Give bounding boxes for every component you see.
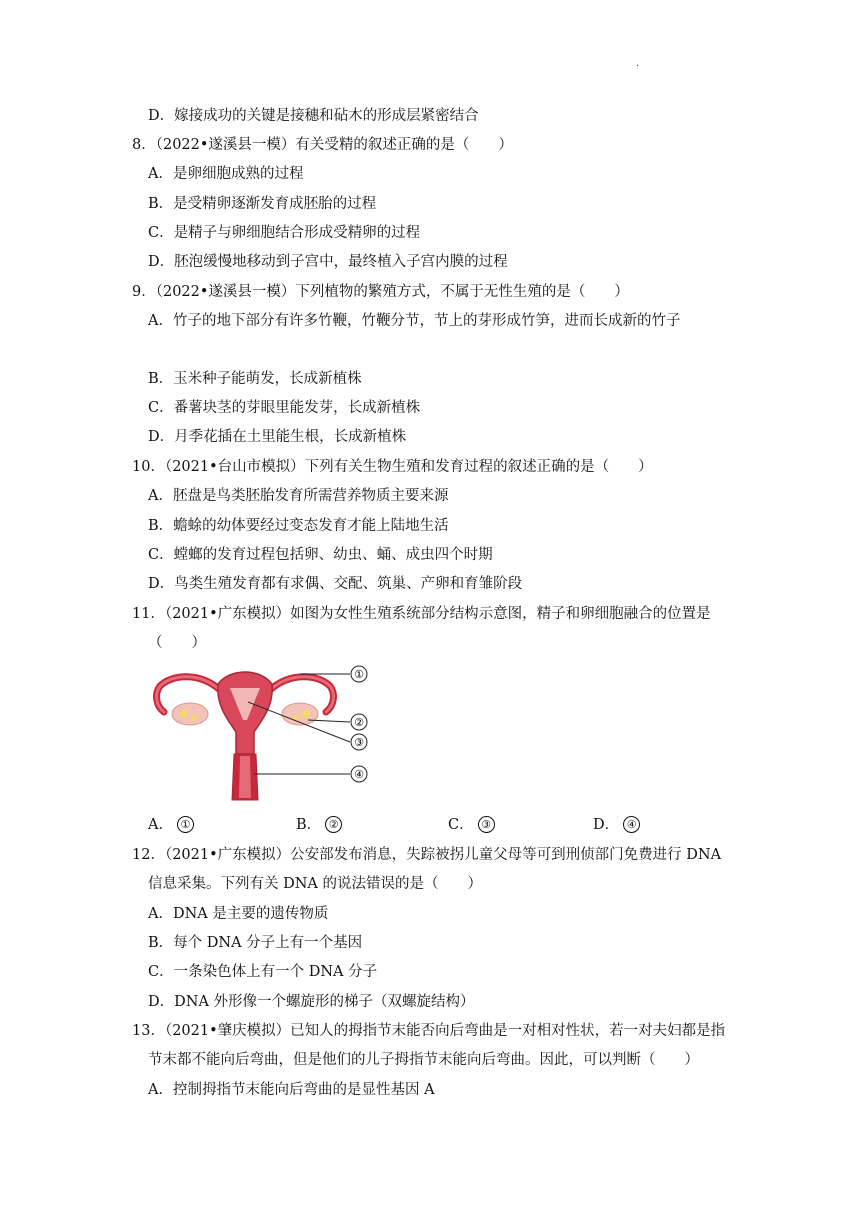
figure-label-3: ③ <box>354 736 364 749</box>
answer-option: A．竹子的地下部分有许多竹鞭，竹鞭分节，节上的芽形成竹笋，进而长成新的竹子 <box>148 313 681 329</box>
answer-option: A．胚盘是鸟类胚胎发育所需营养物质主要来源 <box>148 488 449 504</box>
answer-option: D．月季花插在土里能生根，长成新植株 <box>148 429 407 445</box>
answer-option: C．是精子与卵细胞结合形成受精卵的过程 <box>148 225 421 241</box>
option-letter: D． <box>593 817 620 833</box>
answer-option: B．是受精卵逐渐发育成胚胎的过程 <box>148 196 377 212</box>
uterus-diagram <box>150 662 380 802</box>
question-stem: 13．（2021•肇庆模拟）已知人的拇指节末能否向后弯曲是一对相对性状，若一对夫妇都是指 <box>132 1023 726 1039</box>
answer-option: D．鸟类生殖发育都有求偶、交配、筑巢、产卵和育雏阶段 <box>148 576 523 592</box>
answer-option: C．番薯块茎的芽眼里能发芽，长成新植株 <box>148 400 421 416</box>
answer-option: B．蟾蜍的幼体要经过变态发育才能上陆地生活 <box>148 518 449 534</box>
question-stem: 9．（2022•遂溪县一模）下列植物的繁殖方式，不属于无性生殖的是（ ） <box>132 284 629 300</box>
q11-option <box>593 815 640 835</box>
q11-option <box>296 815 342 835</box>
option-letter: C． <box>448 817 474 833</box>
question-stem: 11．（2021•广东模拟）如图为女性生殖系统部分结构示意图，精子和卵细胞融合的位置是 <box>132 606 711 622</box>
figure-label-4: ④ <box>354 768 364 781</box>
option-circled-number: ① <box>177 816 194 833</box>
q11-option <box>448 815 495 835</box>
answer-option: 信息采集。下列有关 DNA 的说法错误的是（ ） <box>148 876 483 892</box>
header-dot: . <box>636 58 640 69</box>
answer-option: D．胚泡缓慢地移动到子宫中，最终植入子宫内膜的过程 <box>148 254 508 270</box>
answer-option: C．螳螂的发育过程包括卵、幼虫、蛹、成虫四个时期 <box>148 547 493 563</box>
question-stem: 12．（2021•广东模拟）公安部发布消息，失踪被拐儿童父母等可到刑侦部门免费进行 DNA <box>132 847 722 863</box>
option-circled-number: ③ <box>478 816 495 833</box>
figure-label-1: ① <box>354 668 364 681</box>
option-circled-number: ④ <box>623 816 640 833</box>
question-stem: 10．（2021•台山市模拟）下列有关生物生殖和发育过程的叙述正确的是（ ） <box>132 459 653 475</box>
reproductive-system-figure <box>150 662 380 802</box>
answer-option: C．一条染色体上有一个 DNA 分子 <box>148 964 378 980</box>
question-stem: 8．（2022•遂溪县一模）有关受精的叙述正确的是（ ） <box>132 137 513 153</box>
option-letter: A． <box>148 817 173 833</box>
answer-option: 节末都不能向后弯曲，但是他们的儿子拇指节末能向后弯曲。因此，可以判断（ ） <box>148 1052 699 1068</box>
answer-option: B．每个 DNA 分子上有一个基因 <box>148 935 363 951</box>
option-circled-number: ② <box>325 816 342 833</box>
answer-option: A．是卵细胞成熟的过程 <box>148 166 304 182</box>
answer-option: A．DNA 是主要的遗传物质 <box>148 906 329 922</box>
option-letter: B． <box>296 817 322 833</box>
answer-option: B．玉米种子能萌发，长成新植株 <box>148 371 362 387</box>
q11-option <box>148 815 194 835</box>
answer-option: A．控制拇指节末能向后弯曲的是显性基因 A <box>148 1082 435 1098</box>
answer-option: D．DNA 外形像一个螺旋形的梯子（双螺旋结构） <box>148 994 475 1010</box>
figure-label-2: ② <box>354 716 364 729</box>
answer-option: （ ） <box>148 635 206 651</box>
answer-option: D．嫁接成功的关键是接穗和砧木的形成层紧密结合 <box>148 108 479 124</box>
